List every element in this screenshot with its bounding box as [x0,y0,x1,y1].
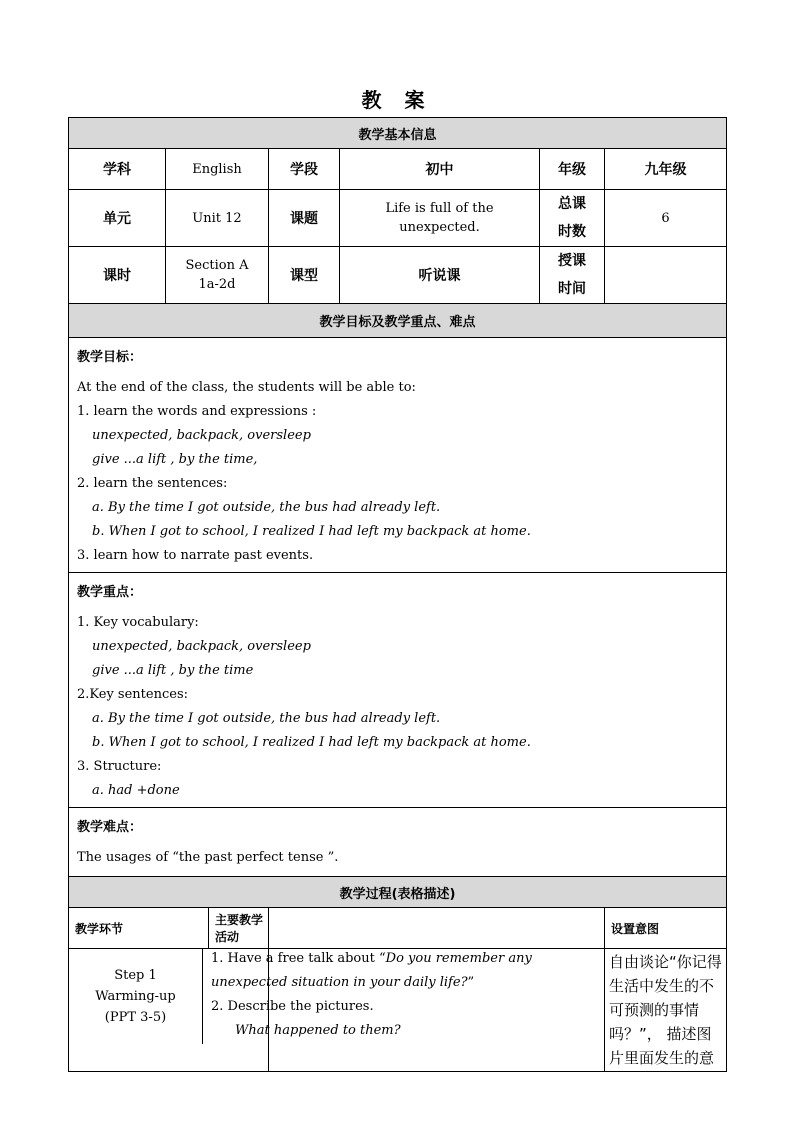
key-point-line: 3. Structure: [77,759,162,774]
unit-label: 单元 [69,190,166,247]
activity-1 [211,947,561,971]
key-point-line: b. When I got to school, I realized I had left my backpack at home. [92,735,531,750]
activity-1-cont [211,971,561,995]
key-point-line: give ...a lift , by the time [92,663,254,678]
type-label: 课型 [269,247,340,304]
key-points-block [69,573,727,808]
subject-value: English [166,149,269,190]
period-line-2: 1a-2d [198,277,236,292]
difficulty-block [69,808,727,877]
topic-line-1: Life is full of the [385,201,494,216]
stage-value: 初中 [340,149,540,190]
objective-line: give ...a lift , by the time, [92,452,258,467]
objective-line: 3. learn how to narrate past events. [77,548,314,563]
step1-ppt: (PPT 3-5) [104,1010,167,1025]
activity-2-question: What happened to them? [235,1023,401,1038]
total-hours-label [540,190,605,247]
step1-activity-text [211,947,561,1043]
process-col-head-left [69,908,268,948]
goals-header: 教学目标及教学重点、难点 [69,304,727,338]
grade-label: 年级 [540,149,605,190]
objective-line: 2. learn the sentences: [77,476,228,491]
basic-info-header: 教学基本信息 [69,118,727,149]
col-activity-header-span [269,908,605,949]
key-point-line: a. had +done [92,783,180,798]
col-activity-header: 主要教学活动 [215,913,264,944]
class-time-label-2: 时间 [558,281,586,297]
objective-line: b. When I got to school, I realized I had left my backpack at home. [92,524,531,539]
step1-label: Step 1 [114,968,157,983]
step1-name: Warming-up [95,989,176,1004]
lesson-plan-table [68,117,727,1072]
col-intent-header: 设置意图 [605,908,727,949]
total-hours-value: 6 [605,190,727,247]
col-step-header: 教学环节 [69,908,209,948]
step1-intent: 自由谈论“你记得生活中发生的不可预测的事情吗？”， 描述图片里面发生的意 [605,949,727,1072]
key-points-title: 教学重点： [77,585,143,600]
step1-cell [69,949,203,1044]
document-title: 教 案 [361,88,433,112]
objective-line: 1. learn the words and expressions : [77,404,317,419]
subject-label: 学科 [69,149,166,190]
total-hours-label-2: 时数 [558,224,586,240]
class-time-label [540,247,605,304]
difficulty-text: The usages of “the past perfect tense ”. [77,850,339,865]
topic-line-2: unexpected. [399,220,480,235]
topic-label: 课题 [269,190,340,247]
key-point-line: 1. Key vocabulary: [77,615,199,630]
period-line-1: Section A [185,258,249,273]
class-time-value [605,247,727,304]
key-point-line: unexpected, backpack, oversleep [92,639,311,654]
objectives-title: 教学目标： [77,350,143,365]
process-header: 教学过程(表格描述) [69,877,727,908]
activity-1-question-b: unexpected situation in your daily life? [211,975,468,990]
total-hours-label-1: 总课 [558,196,586,212]
grade-value: 九年级 [605,149,727,190]
type-value: 听说课 [340,247,540,304]
class-time-label-1: 授课 [558,253,586,269]
stage-label: 学段 [269,149,340,190]
objective-line: a. By the time I got outside, the bus had already left. [92,500,441,515]
process-subtable-cell [69,908,269,949]
period-value [166,247,269,304]
key-point-line: 2.Key sentences: [77,687,188,702]
period-label: 课时 [69,247,166,304]
activity-1-question-a: Do you remember any [385,951,532,966]
activity-2: 2. Describe the pictures. [211,999,374,1014]
activity-1-prefix: 1. Have a free talk about “ [211,951,386,966]
objective-line: unexpected, backpack, oversleep [92,428,311,443]
objectives-block [69,338,727,573]
topic-value [340,190,540,247]
objective-line: At the end of the class, the students will be able to: [77,380,416,395]
activity-1-suffix: ” [467,975,475,990]
difficulty-title: 教学难点： [77,820,143,835]
unit-value: Unit 12 [166,190,269,247]
key-point-line: a. By the time I got outside, the bus had already left. [92,711,441,726]
